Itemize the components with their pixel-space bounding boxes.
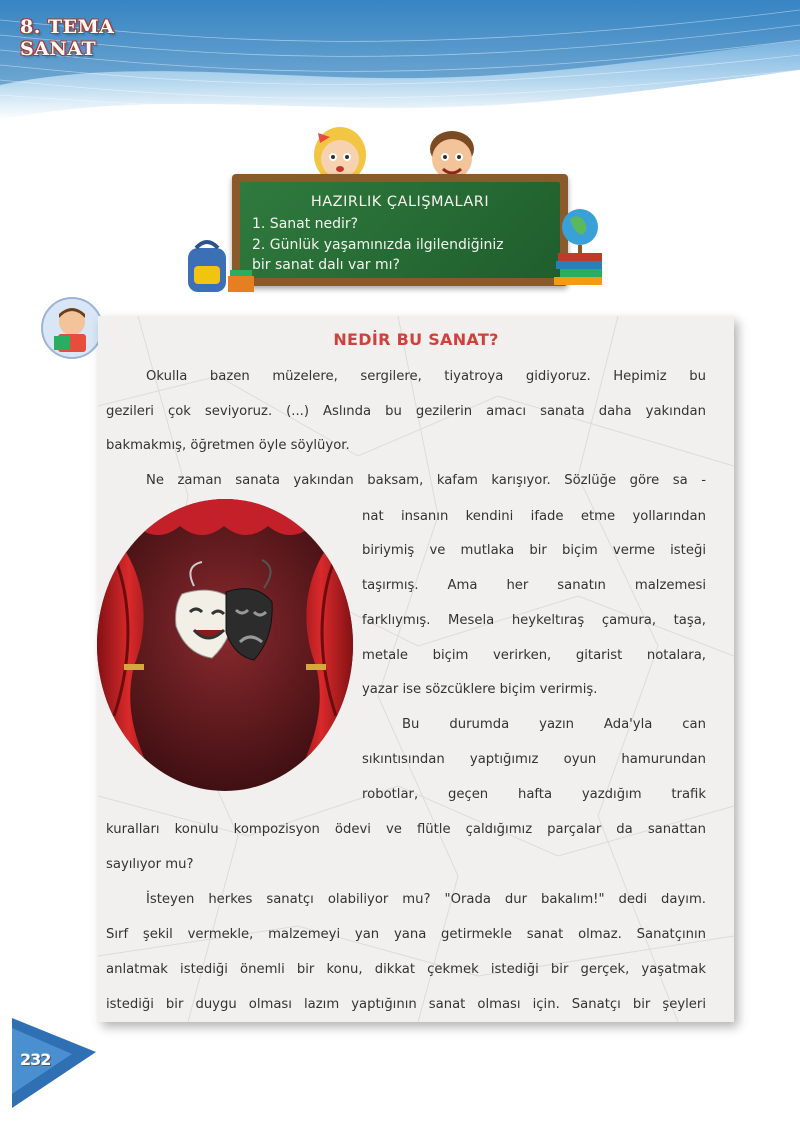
paragraph-2-line-7: yazar ise sözcüklere biçim verirmiş. <box>362 682 598 697</box>
globe-illustration <box>548 205 608 295</box>
board-question-2-cont: bir sanat dalı var mı? <box>252 257 400 273</box>
board-surface <box>240 182 560 278</box>
board-question-1: 1. Sanat nedir? <box>252 216 359 232</box>
paragraph-2-line-6: metale biçim verirken, gitarist notalara, <box>362 648 706 663</box>
board-title: HAZIRLIK ÇALIŞMALARI <box>310 194 490 210</box>
paragraph-1-line-2: gezileri çok seviyoruz. (...) Aslında bu gezilerin amacı sanata daha yakından <box>106 404 706 419</box>
article-card <box>98 316 734 1022</box>
theme-label <box>20 16 114 60</box>
theme-name: SANAT <box>20 38 97 60</box>
paragraph-2-line-4: taşırmış. Ama her sanatın malzemesi <box>362 578 706 593</box>
page-number: 232 <box>20 1050 51 1069</box>
article-title: NEDİR BU SANAT? <box>333 330 499 349</box>
paragraph-4-line-2: Sırf şekil vermekle, malzemeyi yan yana getirmekle sanat olmaz. Sanatçının <box>106 927 706 942</box>
paragraph-2-line-3: biriymiş ve mutlaka bir biçim verme isteği <box>362 543 706 558</box>
paragraph-3-line-2: sıkıntısından yaptığımız oyun hamurundan <box>362 752 706 767</box>
paragraph-3-line-4: kuralları konulu kompozisyon ödevi ve flütle çaldığımız parçalar da sanattan <box>106 822 706 837</box>
paragraph-4-line-4: istediği bir duygu olması lazım yaptığının sanat olması için. Sanatçı bir şeyleri <box>106 997 706 1012</box>
paragraph-2-line-5: farklıymış. Mesela heykeltıraş çamura, taşa, <box>362 613 706 628</box>
preparation-board <box>232 174 568 286</box>
paragraph-2-line-1: Ne zaman sanata yakından baksam, kafam karışıyor. Sözlüğe göre sa - <box>146 473 706 488</box>
board-question-2: 2. Günlük yaşamınızda ilgilendiğiniz <box>252 237 504 253</box>
reading-boy-avatar <box>40 296 104 360</box>
paragraph-1-line-1: Okulla bazen müzelere, sergilere, tiyatroya gidiyoruz. Hepimiz bu <box>146 369 706 384</box>
paragraph-4-line-3: anlatmak istediği önemli bir konu, dikkat çekmek istediği bir gerçek, yaşatmak <box>106 962 706 977</box>
header-band <box>0 0 800 130</box>
paragraph-4-line-1: İsteyen herkes sanatçı olabiliyor mu? "Orada dur bakalım!" dedi dayım. <box>146 892 706 907</box>
theater-masks-illustration <box>94 496 356 794</box>
paragraph-2-line-2: nat insanın kendini ifade etme yollarından <box>362 509 706 524</box>
backpack-illustration <box>180 236 260 296</box>
theme-number: 8. TEMA <box>20 16 115 38</box>
paragraph-3-line-3: robotlar, geçen hafta yazdığım trafik <box>362 787 706 802</box>
paragraph-3-line-1: Bu durumda yazın Ada'yla can <box>402 717 706 732</box>
paragraph-1-line-3: bakmakmış, öğretmen öyle söylüyor. <box>106 438 350 453</box>
paragraph-3-line-5: sayılıyor mu? <box>106 857 194 872</box>
